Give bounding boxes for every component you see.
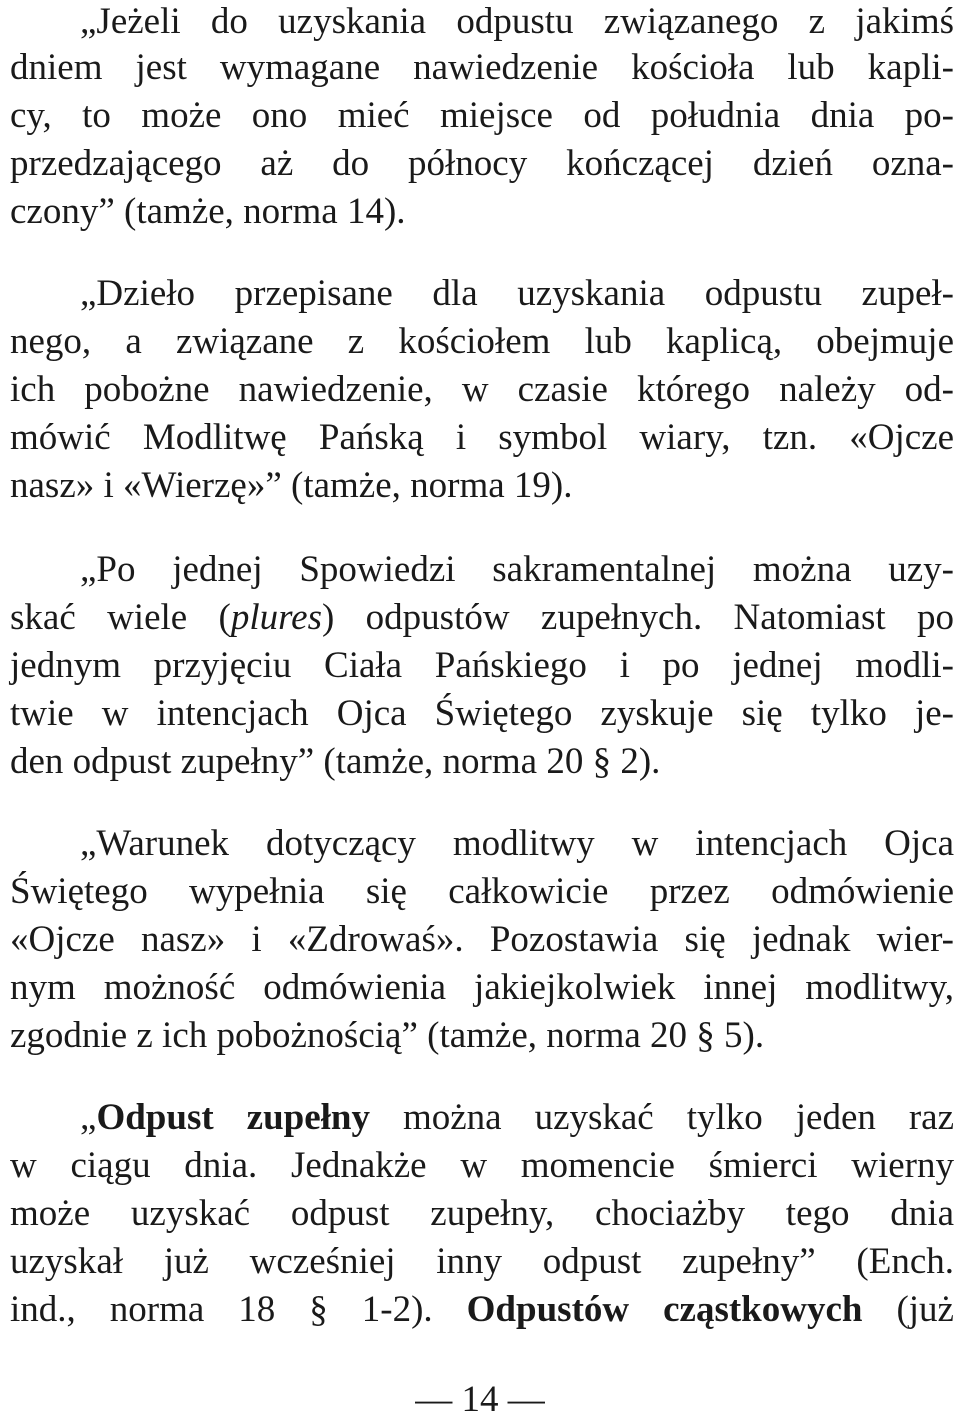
p1-line-2: dniem jest wymagane nawiedzenie kościoła lub kapli- xyxy=(10,47,954,88)
p5-line-3: może uzyskać odpust zupełny, chociażby tego dnia xyxy=(10,1193,954,1234)
p4-line-2: Świętego wypełnia się całkowicie przez odmówienie xyxy=(10,871,954,912)
p5-line-5-post: (już xyxy=(862,1289,954,1330)
plures-italic: plures xyxy=(230,597,323,638)
p3-line-1: „Po jednej Spowiedzi sakramentalnej można uzy- xyxy=(80,549,954,590)
p4-line-5: zgodnie z ich pobożnością” (tamże, norma 20 § 5). xyxy=(10,1015,765,1056)
p1-line-5: czony” (tamże, norma 14). xyxy=(10,191,406,232)
page-number: — 14 — xyxy=(415,1379,545,1420)
p5-line-5-pre: ind., norma 18 § 1-2). xyxy=(10,1289,467,1330)
p2-line-1: „Dzieło przepisane dla uzyskania odpustu zupeł- xyxy=(80,273,954,314)
p4-line-4: nym możność odmówienia jakiejkolwiek innej modlitwy, xyxy=(10,967,954,1008)
odpust-zupelny-bold: Odpust zupełny xyxy=(96,1097,370,1138)
p5-line-1-rest: można uzyskać tylko jeden raz xyxy=(370,1097,954,1138)
p1-line-1: „Jeżeli do uzyskania odpustu związanego z jakimś xyxy=(80,1,954,42)
p3-line-3: jednym przyjęciu Ciała Pańskiego i po jednej modli- xyxy=(10,645,954,686)
odpustow-czastkowych-bold: Odpustów cząstkowych xyxy=(466,1289,863,1330)
p3-line-2-pre: skać wiele ( xyxy=(10,597,231,638)
p1-line-3: cy, to może ono mieć miejsce od południa dnia po- xyxy=(10,95,954,136)
p3-line-4: twie w intencjach Ojca Świętego zyskuje się tylko je- xyxy=(10,693,954,734)
p2-line-2: nego, a związane z kościołem lub kaplicą, obejmuje xyxy=(10,321,954,362)
p5-open-quote: „ xyxy=(80,1097,97,1138)
p5-line-1 xyxy=(80,1096,954,1140)
p3-line-2 xyxy=(10,596,954,640)
p4-line-1: „Warunek dotyczący modlitwy w intencjach Ojca xyxy=(80,823,954,864)
p2-line-3: ich pobożne nawiedzenie, w czasie którego należy od- xyxy=(10,369,954,410)
p2-line-5: nasz» i «Wierzę»” (tamże, norma 19). xyxy=(10,465,573,506)
p4-line-3: «Ojcze nasz» i «Zdrowaś». Pozostawia się jednak wier- xyxy=(10,919,954,960)
p5-line-5 xyxy=(10,1288,954,1332)
p5-line-4: uzyskał już wcześniej inny odpust zupełny” (Ench. xyxy=(10,1241,954,1282)
p3-line-2-post: ) odpustów zupełnych. Natomiast po xyxy=(322,597,954,638)
p2-line-4: mówić Modlitwę Pańską i symbol wiary, tzn. «Ojcze xyxy=(10,417,954,458)
p3-line-5: den odpust zupełny” (tamże, norma 20 § 2). xyxy=(10,741,661,782)
p1-line-4: przedzającego aż do północy kończącej dzień ozna- xyxy=(10,143,954,184)
p5-line-2: w ciągu dnia. Jednakże w momencie śmierci wierny xyxy=(10,1145,954,1186)
